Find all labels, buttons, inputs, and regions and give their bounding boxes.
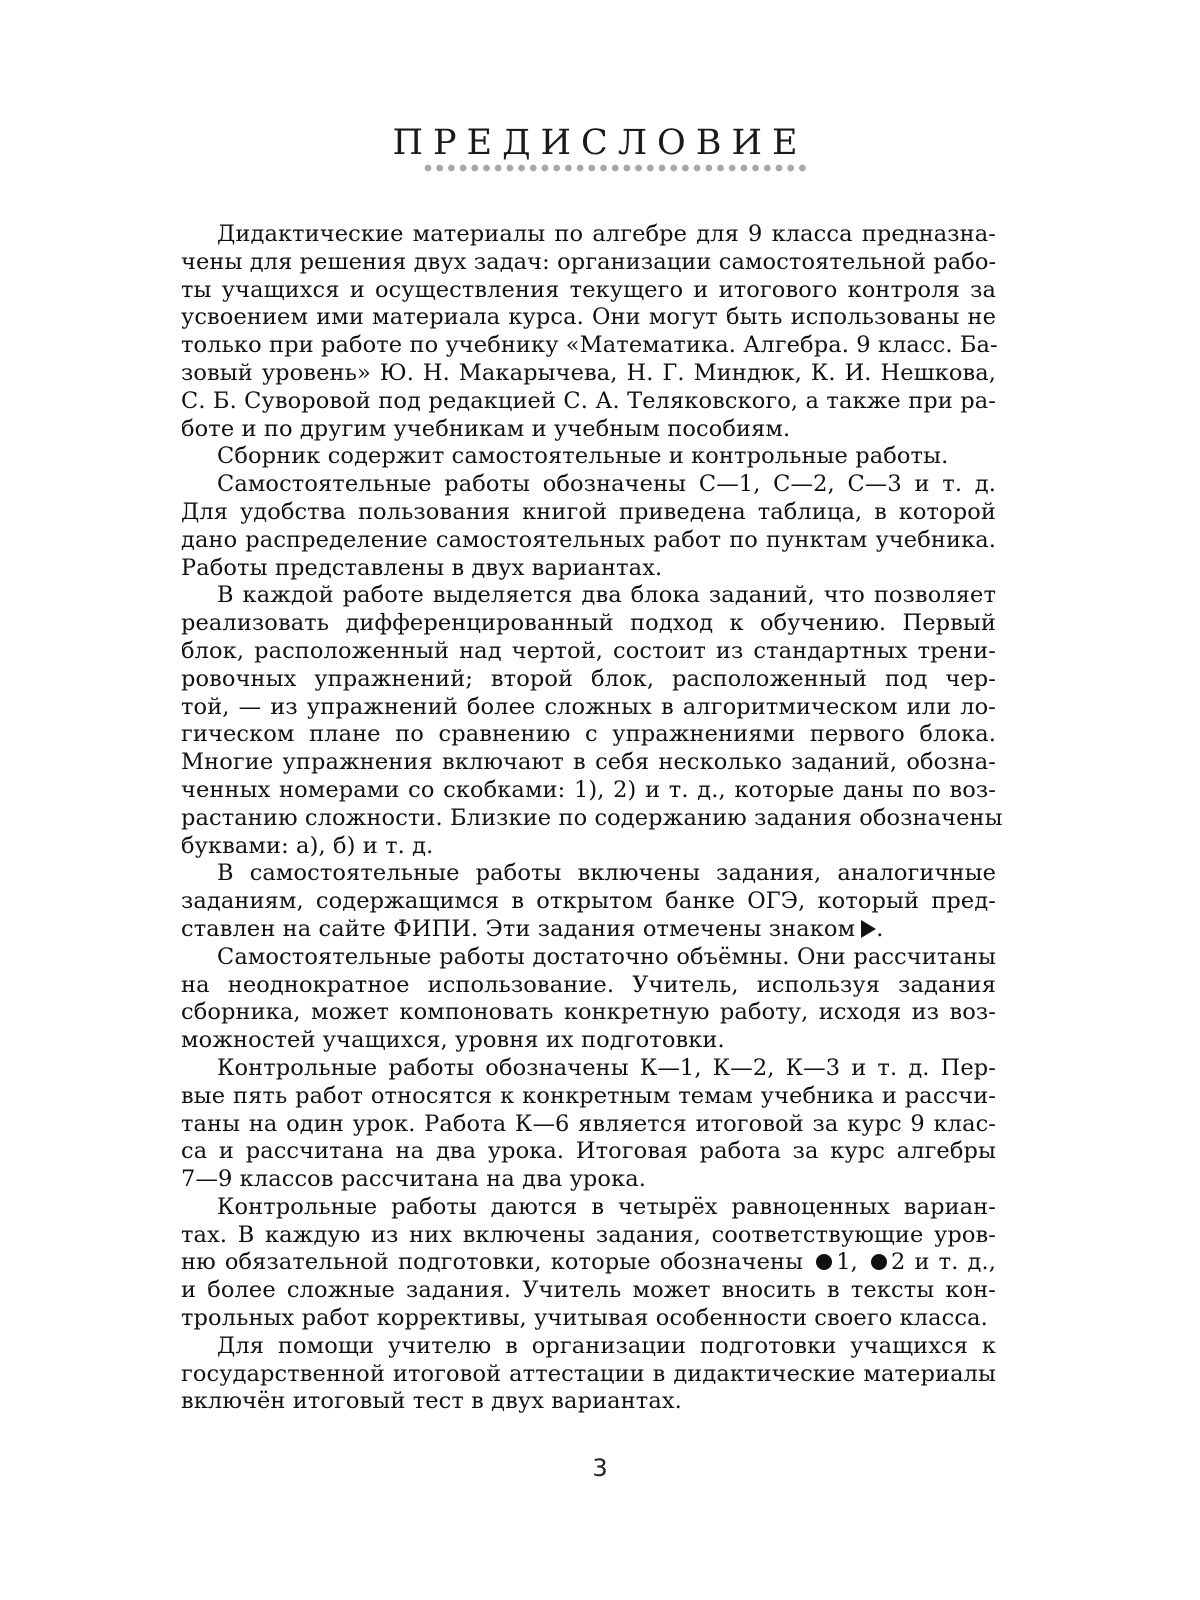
text-line: боте и по другим учебникам и учебным пособиям. bbox=[181, 415, 791, 442]
divider-dot bbox=[460, 165, 467, 172]
paragraph bbox=[181, 471, 996, 582]
divider-dot bbox=[495, 165, 502, 172]
text-line: сборника, может компоновать конкретную работу, исходя из воз- bbox=[181, 999, 996, 1026]
text-line: чены для решения двух задач: организации самостоятельной рабо- bbox=[181, 248, 997, 275]
text-line: зовый уровень» Ю. Н. Макарычева, Н. Г. Миндюк, К. И. Нешкова, bbox=[181, 359, 996, 386]
text-line: реализовать дифференцированный подход к обучению. Первый bbox=[181, 610, 996, 637]
text-line: блок, расположенный над чертой, состоит из стандартных трени- bbox=[181, 637, 996, 664]
text-line: 7—9 классов рассчитана на два урока. bbox=[181, 1166, 647, 1193]
text-segment: ставлен на сайте ФИПИ. Эти задания отмечены знаком bbox=[181, 915, 856, 942]
divider-dot bbox=[682, 165, 689, 172]
divider-dot bbox=[624, 165, 631, 172]
text-line: ты учащихся и осуществления текущего и итогового контроля за bbox=[181, 276, 996, 303]
text-line: растанию сложности. Близкие по содержанию задания обозначены bbox=[181, 804, 1003, 831]
divider-dot bbox=[705, 165, 712, 172]
divider-dot bbox=[764, 165, 771, 172]
text-segment: 2 и т. д., bbox=[890, 1249, 996, 1276]
paragraph bbox=[181, 944, 996, 1055]
paragraph bbox=[181, 582, 1003, 860]
text-line: са и рассчитана на два урока. Итоговая работа за курс алгебры bbox=[181, 1138, 996, 1165]
paragraph bbox=[181, 443, 996, 471]
text-line: Для удобства пользования книгой приведена таблица, в которой bbox=[181, 498, 996, 525]
black-circle-icon bbox=[871, 1254, 887, 1270]
divider-dot bbox=[577, 165, 584, 172]
text-line: Сборник содержит самостоятельные и контрольные работы. bbox=[217, 443, 949, 470]
divider-dot bbox=[565, 165, 572, 172]
text-line: Контрольные работы обозначены К—1, К—2, К—3 и т. д. Пер- bbox=[217, 1054, 996, 1081]
page-title: ПРЕДИСЛОВИЕ bbox=[392, 123, 808, 163]
dotted-divider bbox=[423, 162, 807, 174]
text-line: В самостоятельные работы включены задания, аналогичные bbox=[217, 860, 996, 887]
divider-dot bbox=[717, 165, 724, 172]
text-line: Самостоятельные работы достаточно объёмны. Они рассчитаны bbox=[217, 943, 996, 970]
paragraph bbox=[181, 221, 996, 443]
preface-body bbox=[181, 221, 1003, 1416]
divider-dot bbox=[752, 165, 759, 172]
divider-dot bbox=[659, 165, 666, 172]
divider-dot bbox=[483, 165, 490, 172]
text-line: трольных работ коррективы, учитывая особенности своего класса. bbox=[181, 1305, 988, 1332]
text-line bbox=[181, 1249, 996, 1277]
text-line: вые пять работ относятся к конкретным темам учебника и рассчи- bbox=[181, 1082, 996, 1109]
text-segment: 1, bbox=[836, 1249, 858, 1276]
divider-dot bbox=[729, 165, 736, 172]
divider-dot bbox=[776, 165, 783, 172]
divider-dot bbox=[530, 165, 537, 172]
text-line: Контрольные работы даются в четырёх равноценных вариан- bbox=[217, 1193, 996, 1220]
text-line: Многие упражнения включают в себя несколько заданий, обозна- bbox=[181, 749, 996, 776]
divider-dot bbox=[647, 165, 654, 172]
paragraph bbox=[181, 860, 996, 943]
text-line: Самостоятельные работы обозначены С—1, С—2, С—3 и т. д. bbox=[217, 471, 996, 498]
divider-dot bbox=[542, 165, 549, 172]
divider-dot bbox=[518, 165, 525, 172]
divider-dot bbox=[448, 165, 455, 172]
divider-dot bbox=[694, 165, 701, 172]
black-right-triangle-icon bbox=[861, 920, 876, 938]
text-line: усвоением ими материала курса. Они могут быть использованы не bbox=[181, 304, 996, 331]
paragraph bbox=[181, 1333, 996, 1416]
text-line: включён итоговый тест в двух вариантах. bbox=[181, 1388, 682, 1415]
text-line: государственной итоговой аттестации в дидактические материалы bbox=[181, 1360, 996, 1387]
text-line: только при работе по учебнику «Математика. Алгебра. 9 класс. Ба- bbox=[181, 332, 998, 359]
divider-dot bbox=[741, 165, 748, 172]
text-line: ченных номерами со скобками: 1), 2) и т. д., которые даны по воз- bbox=[181, 776, 996, 803]
dotted-divider-graphic bbox=[423, 162, 807, 174]
text-line: дано распределение самостоятельных работ по пунктам учебника. bbox=[181, 526, 996, 553]
text-line: Дидактические материалы по алгебре для 9 класса предназна- bbox=[217, 221, 996, 247]
divider-dot bbox=[799, 165, 806, 172]
text-line: той, — из упражнений более сложных в алгоритмическом или ло- bbox=[181, 693, 996, 720]
paragraph bbox=[181, 1194, 996, 1333]
divider-dot bbox=[635, 165, 642, 172]
paragraph bbox=[181, 1055, 996, 1194]
text-line: Для помощи учителю в организации подготовки учащихся к bbox=[217, 1332, 996, 1359]
divider-dot bbox=[553, 165, 560, 172]
divider-dot bbox=[507, 165, 514, 172]
text-line: заданиям, содержащимся в открытом банке ОГЭ, который пред- bbox=[181, 888, 996, 915]
divider-dot bbox=[436, 165, 443, 172]
text-segment: ню обязательной подготовки, которые обозначены bbox=[181, 1249, 804, 1276]
text-line bbox=[181, 916, 996, 944]
divider-dot bbox=[787, 165, 794, 172]
divider-dot bbox=[670, 165, 677, 172]
text-segment: . bbox=[876, 915, 884, 942]
text-line: ровочных упражнений; второй блок, расположенный под чер- bbox=[181, 665, 996, 692]
divider-dot bbox=[588, 165, 595, 172]
text-line: и более сложные задания. Учитель может вносить в тексты кон- bbox=[181, 1277, 996, 1304]
text-line: тах. В каждую из них включены задания, соответствующие уров- bbox=[181, 1221, 996, 1248]
text-line: С. Б. Суворовой под редакцией С. А. Теляковского, а также при ра- bbox=[181, 387, 996, 414]
divider-dot bbox=[425, 165, 432, 172]
text-line: таны на один урок. Работа К—6 является итоговой за курс 9 клас- bbox=[181, 1110, 996, 1137]
divider-dot bbox=[612, 165, 619, 172]
text-line: гическом плане по сравнению с упражнениями первого блока. bbox=[181, 721, 996, 748]
text-line: можностей учащихся, уровня их подготовки. bbox=[181, 1027, 725, 1054]
divider-dot bbox=[471, 165, 478, 172]
text-line: В каждой работе выделяется два блока заданий, что позволяет bbox=[217, 582, 996, 609]
black-circle-icon bbox=[816, 1254, 832, 1270]
page-number: 3 bbox=[592, 1454, 608, 1482]
divider-dot bbox=[600, 165, 607, 172]
text-line: буквами: а), б) и т. д. bbox=[181, 832, 434, 859]
text-line: Работы представлены в двух вариантах. bbox=[181, 554, 663, 581]
text-line: на неоднократное использование. Учитель, используя задания bbox=[181, 971, 996, 998]
